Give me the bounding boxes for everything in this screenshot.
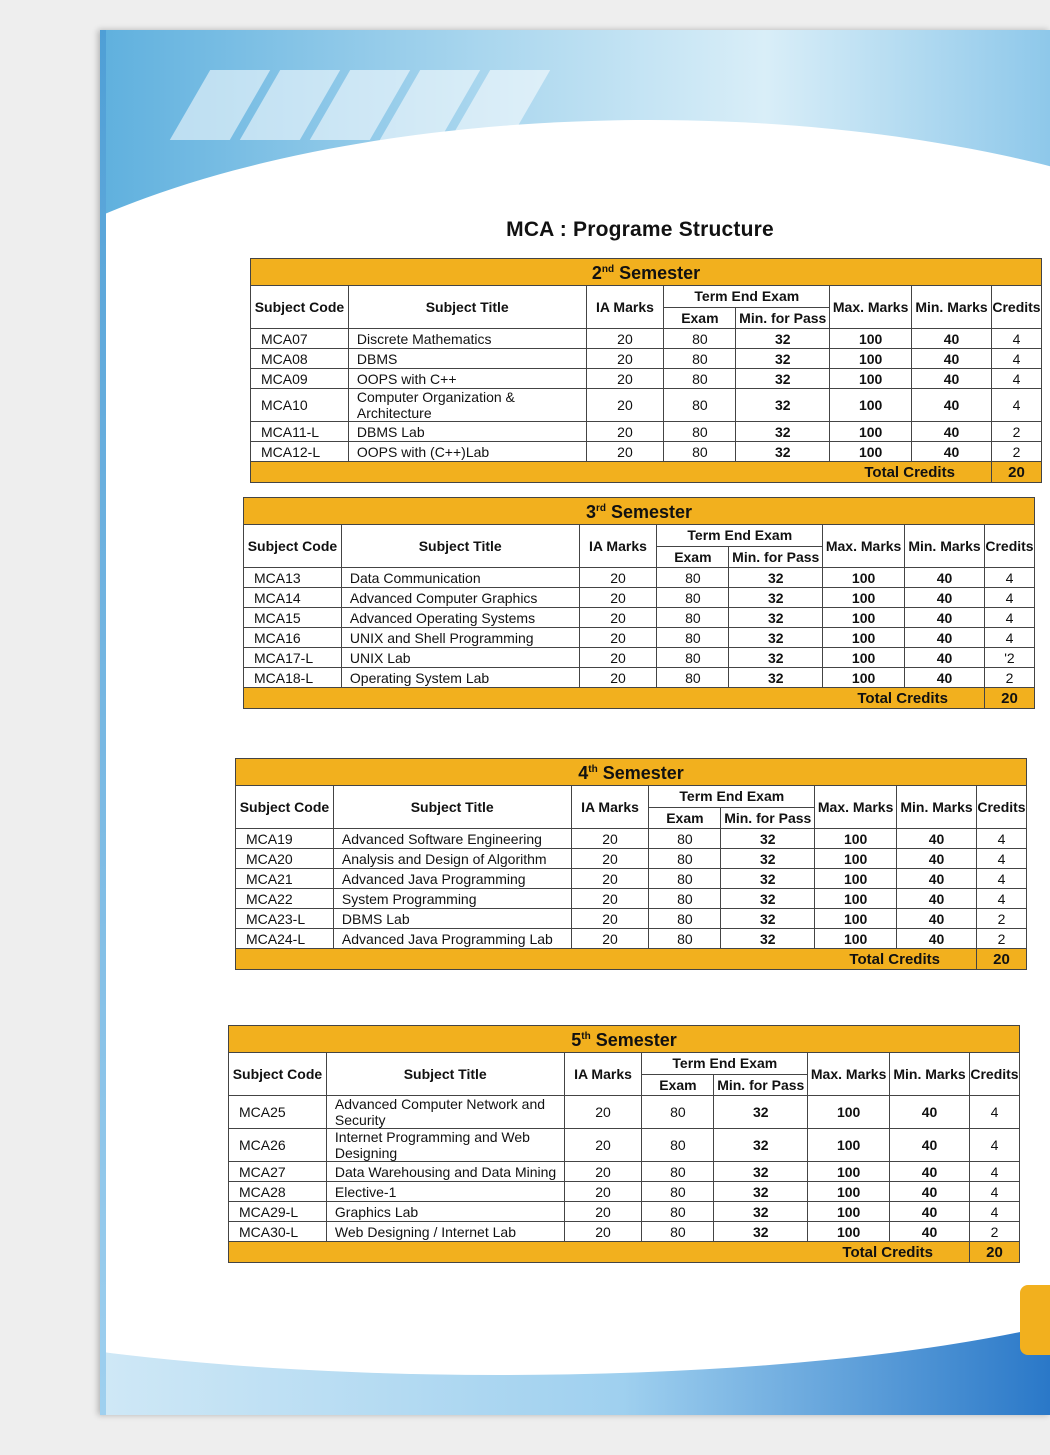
col-credits: Credits — [969, 1053, 1019, 1096]
cell-max-marks: 100 — [808, 1202, 890, 1222]
cell-exam-marks: 80 — [649, 829, 721, 849]
cell-subject-code: MCA14 — [244, 588, 342, 608]
semester-number: 5 — [571, 1029, 582, 1050]
cell-credits: 4 — [969, 1162, 1019, 1182]
cell-subject-code: MCA18-L — [244, 668, 342, 688]
cell-exam-marks: 80 — [642, 1129, 714, 1162]
table-row — [244, 648, 1035, 668]
cell-credits: 2 — [976, 929, 1026, 949]
cell-subject-title: DBMS Lab — [333, 909, 571, 929]
total-credits-value: 20 — [969, 1242, 1019, 1263]
cell-min-marks: 40 — [897, 869, 977, 889]
col-max-marks: Max. Marks — [823, 525, 905, 568]
col-term-end-exam: Term End Exam — [642, 1053, 808, 1075]
cell-subject-code: MCA21 — [236, 869, 334, 889]
col-max-marks: Max. Marks — [815, 786, 897, 829]
cell-exam-marks: 80 — [642, 1096, 714, 1129]
cell-subject-title: Discrete Mathematics — [348, 329, 586, 349]
cell-max-marks: 100 — [830, 369, 912, 389]
cell-ia-marks: 20 — [571, 929, 649, 949]
table-row — [236, 829, 1027, 849]
cell-subject-title: Web Designing / Internet Lab — [326, 1222, 564, 1242]
cell-subject-code: MCA25 — [229, 1096, 327, 1129]
cell-subject-title: Elective-1 — [326, 1182, 564, 1202]
col-min-marks: Min. Marks — [912, 286, 992, 329]
cell-exam-marks: 80 — [642, 1202, 714, 1222]
col-ia-marks: IA Marks — [564, 1053, 642, 1096]
cell-min-marks: 40 — [905, 588, 985, 608]
cell-min-for-pass: 32 — [736, 349, 830, 369]
cell-subject-title: DBMS Lab — [348, 422, 586, 442]
cell-min-for-pass: 32 — [736, 442, 830, 462]
cell-max-marks: 100 — [815, 849, 897, 869]
cell-subject-title: Advanced Java Programming Lab — [333, 929, 571, 949]
cell-ia-marks: 20 — [564, 1162, 642, 1182]
col-exam: Exam — [642, 1074, 714, 1096]
cell-min-marks: 40 — [905, 568, 985, 588]
cell-ia-marks: 20 — [564, 1096, 642, 1129]
cell-max-marks: 100 — [830, 329, 912, 349]
cell-exam-marks: 80 — [642, 1162, 714, 1182]
semester-table — [235, 758, 1027, 970]
cell-max-marks: 100 — [823, 648, 905, 668]
cell-ia-marks: 20 — [571, 909, 649, 929]
semester-label: Semester — [619, 262, 701, 283]
cell-min-for-pass: 32 — [729, 628, 823, 648]
cell-ia-marks: 20 — [564, 1182, 642, 1202]
col-term-end-exam: Term End Exam — [657, 525, 823, 547]
cell-ia-marks: 20 — [579, 568, 657, 588]
col-subject-title: Subject Title — [341, 525, 579, 568]
cell-max-marks: 100 — [823, 628, 905, 648]
semester-ordinal: th — [588, 763, 598, 775]
cell-credits: 4 — [984, 588, 1034, 608]
cell-min-marks: 40 — [890, 1129, 970, 1162]
cell-ia-marks: 20 — [571, 849, 649, 869]
semester-banner — [244, 498, 1035, 525]
cell-subject-title: OOPS with (C++)Lab — [348, 442, 586, 462]
cell-max-marks: 100 — [823, 588, 905, 608]
cell-exam-marks: 80 — [657, 608, 729, 628]
cell-exam-marks: 80 — [664, 442, 736, 462]
cell-subject-title: UNIX and Shell Programming — [341, 628, 579, 648]
cell-min-for-pass: 32 — [736, 369, 830, 389]
cell-min-for-pass: 32 — [736, 422, 830, 442]
cell-exam-marks: 80 — [649, 909, 721, 929]
cell-ia-marks: 20 — [586, 349, 664, 369]
col-ia-marks: IA Marks — [579, 525, 657, 568]
table-row — [244, 588, 1035, 608]
table-row — [229, 1162, 1020, 1182]
total-row — [251, 462, 1042, 483]
col-exam: Exam — [649, 807, 721, 829]
cell-exam-marks: 80 — [657, 568, 729, 588]
col-subject-code: Subject Code — [244, 525, 342, 568]
cell-min-marks: 40 — [890, 1182, 970, 1202]
cell-min-marks: 40 — [905, 668, 985, 688]
col-min-for-pass: Min. for Pass — [714, 1074, 808, 1096]
cell-max-marks: 100 — [830, 349, 912, 369]
cell-min-for-pass: 32 — [714, 1129, 808, 1162]
col-subject-code: Subject Code — [236, 786, 334, 829]
cell-exam-marks: 80 — [657, 628, 729, 648]
cell-ia-marks: 20 — [586, 329, 664, 349]
cell-subject-code: MCA13 — [244, 568, 342, 588]
cell-max-marks: 100 — [830, 442, 912, 462]
cell-min-marks: 40 — [890, 1222, 970, 1242]
cell-max-marks: 100 — [808, 1129, 890, 1162]
cell-min-marks: 40 — [890, 1096, 970, 1129]
cell-credits: 4 — [991, 349, 1041, 369]
cell-subject-title: Data Communication — [341, 568, 579, 588]
cell-subject-title: Advanced Operating Systems — [341, 608, 579, 628]
cell-min-for-pass: 32 — [729, 588, 823, 608]
cell-max-marks: 100 — [808, 1182, 890, 1202]
cell-subject-code: MCA19 — [236, 829, 334, 849]
cell-max-marks: 100 — [808, 1162, 890, 1182]
cell-credits: 4 — [984, 608, 1034, 628]
cell-min-for-pass: 32 — [736, 329, 830, 349]
cell-exam-marks: 80 — [649, 929, 721, 949]
cell-min-marks: 40 — [912, 389, 992, 422]
table-row — [251, 442, 1042, 462]
cell-exam-marks: 80 — [664, 422, 736, 442]
cell-min-for-pass: 32 — [729, 568, 823, 588]
cell-ia-marks: 20 — [579, 648, 657, 668]
cell-subject-code: MCA11-L — [251, 422, 349, 442]
table-row — [236, 909, 1027, 929]
table-row — [251, 389, 1042, 422]
cell-subject-title: Computer Organization & Architecture — [348, 389, 586, 422]
cell-credits: 2 — [969, 1222, 1019, 1242]
cell-subject-code: MCA17-L — [244, 648, 342, 668]
table-row — [251, 329, 1042, 349]
col-min-for-pass: Min. for Pass — [721, 807, 815, 829]
semester-ordinal: nd — [601, 263, 615, 275]
cell-ia-marks: 20 — [571, 829, 649, 849]
cell-subject-code: MCA29-L — [229, 1202, 327, 1222]
table-row — [251, 369, 1042, 389]
cell-exam-marks: 80 — [664, 389, 736, 422]
cell-subject-title: Advanced Computer Graphics — [341, 588, 579, 608]
cell-subject-title: Operating System Lab — [341, 668, 579, 688]
table-row — [244, 668, 1035, 688]
cell-subject-code: MCA30-L — [229, 1222, 327, 1242]
cell-subject-code: MCA26 — [229, 1129, 327, 1162]
cell-credits: 4 — [969, 1202, 1019, 1222]
col-exam: Exam — [657, 546, 729, 568]
cell-min-marks: 40 — [912, 422, 992, 442]
cell-min-for-pass: 32 — [729, 648, 823, 668]
cell-subject-title: System Programming — [333, 889, 571, 909]
cell-credits: 4 — [969, 1096, 1019, 1129]
col-credits: Credits — [976, 786, 1026, 829]
semester-number: 3 — [585, 501, 596, 522]
cell-exam-marks: 80 — [649, 849, 721, 869]
table-row — [229, 1096, 1020, 1129]
table-row — [229, 1222, 1020, 1242]
cell-min-for-pass: 32 — [736, 389, 830, 422]
cell-subject-title: Advanced Software Engineering — [333, 829, 571, 849]
cell-exam-marks: 80 — [657, 668, 729, 688]
col-ia-marks: IA Marks — [586, 286, 664, 329]
cell-ia-marks: 20 — [586, 422, 664, 442]
cell-credits: 4 — [984, 568, 1034, 588]
semester-number: 4 — [578, 762, 589, 783]
cell-min-for-pass: 32 — [721, 909, 815, 929]
cell-max-marks: 100 — [823, 608, 905, 628]
cell-credits: 4 — [976, 829, 1026, 849]
cell-subject-title: Advanced Java Programming — [333, 869, 571, 889]
cell-min-marks: 40 — [897, 889, 977, 909]
cell-credits: 4 — [991, 389, 1041, 422]
cell-exam-marks: 80 — [657, 588, 729, 608]
total-credits-value: 20 — [991, 462, 1041, 483]
cell-ia-marks: 20 — [586, 369, 664, 389]
page-edge — [100, 30, 106, 1415]
cell-min-for-pass: 32 — [729, 608, 823, 628]
cell-ia-marks: 20 — [579, 628, 657, 648]
cell-max-marks: 100 — [808, 1222, 890, 1242]
semester-number: 2 — [591, 262, 602, 283]
cell-min-for-pass: 32 — [721, 889, 815, 909]
cell-min-for-pass: 32 — [714, 1222, 808, 1242]
cell-subject-title: DBMS — [348, 349, 586, 369]
table-row — [229, 1182, 1020, 1202]
total-credits-label: Total Credits — [251, 462, 992, 483]
cell-max-marks: 100 — [815, 869, 897, 889]
table-row — [236, 869, 1027, 889]
cell-subject-title: Internet Programming and Web Designing — [326, 1129, 564, 1162]
col-ia-marks: IA Marks — [571, 786, 649, 829]
col-term-end-exam: Term End Exam — [649, 786, 815, 808]
cell-subject-code: MCA12-L — [251, 442, 349, 462]
cell-min-for-pass: 32 — [721, 829, 815, 849]
col-min-marks: Min. Marks — [905, 525, 985, 568]
cell-subject-code: MCA27 — [229, 1162, 327, 1182]
cell-credits: 4 — [969, 1129, 1019, 1162]
cell-max-marks: 100 — [815, 889, 897, 909]
cell-exam-marks: 80 — [642, 1182, 714, 1202]
cell-min-marks: 40 — [912, 369, 992, 389]
cell-ia-marks: 20 — [579, 608, 657, 628]
cell-credits: 4 — [991, 369, 1041, 389]
cell-ia-marks: 20 — [586, 389, 664, 422]
cell-min-marks: 40 — [890, 1202, 970, 1222]
table-row — [251, 349, 1042, 369]
total-row — [244, 688, 1035, 709]
col-min-marks: Min. Marks — [890, 1053, 970, 1096]
col-exam: Exam — [664, 307, 736, 329]
cell-subject-title: UNIX Lab — [341, 648, 579, 668]
cell-min-for-pass: 32 — [714, 1096, 808, 1129]
total-row — [229, 1242, 1020, 1263]
semester-ordinal: th — [581, 1030, 591, 1042]
cell-subject-title: OOPS with C++ — [348, 369, 586, 389]
cell-subject-code: MCA24-L — [236, 929, 334, 949]
col-credits: Credits — [984, 525, 1034, 568]
cell-ia-marks: 20 — [571, 869, 649, 889]
cell-subject-code: MCA09 — [251, 369, 349, 389]
cell-min-for-pass: 32 — [729, 668, 823, 688]
cell-min-marks: 40 — [912, 349, 992, 369]
cell-max-marks: 100 — [830, 422, 912, 442]
cell-exam-marks: 80 — [664, 329, 736, 349]
cell-exam-marks: 80 — [664, 369, 736, 389]
cell-subject-title: Analysis and Design of Algorithm — [333, 849, 571, 869]
cell-credits: 4 — [984, 628, 1034, 648]
cell-min-marks: 40 — [905, 628, 985, 648]
table-row — [244, 608, 1035, 628]
cell-min-for-pass: 32 — [721, 929, 815, 949]
semester-label: Semester — [602, 762, 684, 783]
cell-min-for-pass: 32 — [714, 1162, 808, 1182]
cell-min-marks: 40 — [905, 648, 985, 668]
cell-subject-code: MCA20 — [236, 849, 334, 869]
col-min-for-pass: Min. for Pass — [736, 307, 830, 329]
cell-min-marks: 40 — [897, 849, 977, 869]
cell-subject-title: Advanced Computer Network and Security — [326, 1096, 564, 1129]
table-row — [236, 849, 1027, 869]
cell-min-marks: 40 — [897, 929, 977, 949]
cell-max-marks: 100 — [823, 568, 905, 588]
semester-label: Semester — [595, 1029, 677, 1050]
semester-table — [250, 258, 1042, 483]
cell-subject-code: MCA15 — [244, 608, 342, 628]
cell-min-for-pass: 32 — [721, 869, 815, 889]
semester-banner — [236, 759, 1027, 786]
total-credits-label: Total Credits — [236, 949, 977, 970]
cell-max-marks: 100 — [815, 829, 897, 849]
cell-credits: 2 — [991, 422, 1041, 442]
col-subject-title: Subject Title — [348, 286, 586, 329]
cell-min-for-pass: 32 — [714, 1202, 808, 1222]
col-credits: Credits — [991, 286, 1041, 329]
cell-max-marks: 100 — [830, 389, 912, 422]
cell-ia-marks: 20 — [579, 668, 657, 688]
cell-min-marks: 40 — [905, 608, 985, 628]
cell-exam-marks: 80 — [642, 1222, 714, 1242]
cell-min-marks: 40 — [912, 442, 992, 462]
semester-table — [243, 497, 1035, 709]
total-credits-value: 20 — [984, 688, 1034, 709]
table-row — [229, 1129, 1020, 1162]
col-min-for-pass: Min. for Pass — [729, 546, 823, 568]
total-credits-value: 20 — [976, 949, 1026, 970]
table-row — [251, 422, 1042, 442]
cell-max-marks: 100 — [808, 1096, 890, 1129]
cell-ia-marks: 20 — [586, 442, 664, 462]
cell-subject-title: Graphics Lab — [326, 1202, 564, 1222]
cell-max-marks: 100 — [815, 929, 897, 949]
cell-ia-marks: 20 — [564, 1202, 642, 1222]
total-row — [236, 949, 1027, 970]
total-credits-label: Total Credits — [229, 1242, 970, 1263]
cell-exam-marks: 80 — [649, 889, 721, 909]
total-credits-label: Total Credits — [244, 688, 985, 709]
col-subject-title: Subject Title — [326, 1053, 564, 1096]
cell-min-for-pass: 32 — [721, 849, 815, 869]
cell-exam-marks: 80 — [657, 648, 729, 668]
semester-label: Semester — [610, 501, 693, 522]
cell-subject-code: MCA08 — [251, 349, 349, 369]
cell-min-marks: 40 — [897, 909, 977, 929]
cell-ia-marks: 20 — [579, 588, 657, 608]
cell-ia-marks: 20 — [564, 1129, 642, 1162]
table-row — [244, 628, 1035, 648]
table-row — [236, 889, 1027, 909]
table-row — [229, 1202, 1020, 1222]
cell-credits: 4 — [991, 329, 1041, 349]
cell-credits: 4 — [969, 1182, 1019, 1202]
cell-max-marks: 100 — [823, 668, 905, 688]
cell-subject-code: MCA07 — [251, 329, 349, 349]
col-min-marks: Min. Marks — [897, 786, 977, 829]
cell-min-for-pass: 32 — [714, 1182, 808, 1202]
col-term-end-exam: Term End Exam — [664, 286, 830, 308]
cell-max-marks: 100 — [815, 909, 897, 929]
semester-table — [228, 1025, 1020, 1263]
cell-credits: 2 — [984, 668, 1034, 688]
cell-exam-marks: 80 — [664, 349, 736, 369]
col-max-marks: Max. Marks — [808, 1053, 890, 1096]
cell-credits: '2 — [984, 648, 1034, 668]
cell-credits: 4 — [976, 869, 1026, 889]
cell-exam-marks: 80 — [649, 869, 721, 889]
cell-subject-code: MCA23-L — [236, 909, 334, 929]
cell-subject-title: Data Warehousing and Data Mining — [326, 1162, 564, 1182]
cell-subject-code: MCA28 — [229, 1182, 327, 1202]
col-subject-code: Subject Code — [229, 1053, 327, 1096]
cell-credits: 4 — [976, 849, 1026, 869]
cell-ia-marks: 20 — [571, 889, 649, 909]
semester-ordinal: rd — [595, 502, 606, 514]
cell-min-marks: 40 — [890, 1162, 970, 1182]
table-row — [244, 568, 1035, 588]
cell-credits: 2 — [976, 909, 1026, 929]
cell-subject-code: MCA16 — [244, 628, 342, 648]
cell-ia-marks: 20 — [564, 1222, 642, 1242]
col-subject-code: Subject Code — [251, 286, 349, 329]
col-subject-title: Subject Title — [333, 786, 571, 829]
cell-min-marks: 40 — [897, 829, 977, 849]
table-row — [236, 929, 1027, 949]
cell-subject-code: MCA10 — [251, 389, 349, 422]
page-title: MCA : Programe Structure — [506, 218, 774, 241]
cell-subject-code: MCA22 — [236, 889, 334, 909]
cell-min-marks: 40 — [912, 329, 992, 349]
semester-banner — [251, 259, 1042, 286]
cell-credits: 4 — [976, 889, 1026, 909]
page-tab — [1020, 1285, 1050, 1355]
col-max-marks: Max. Marks — [830, 286, 912, 329]
cell-credits: 2 — [991, 442, 1041, 462]
semester-banner — [229, 1026, 1020, 1053]
